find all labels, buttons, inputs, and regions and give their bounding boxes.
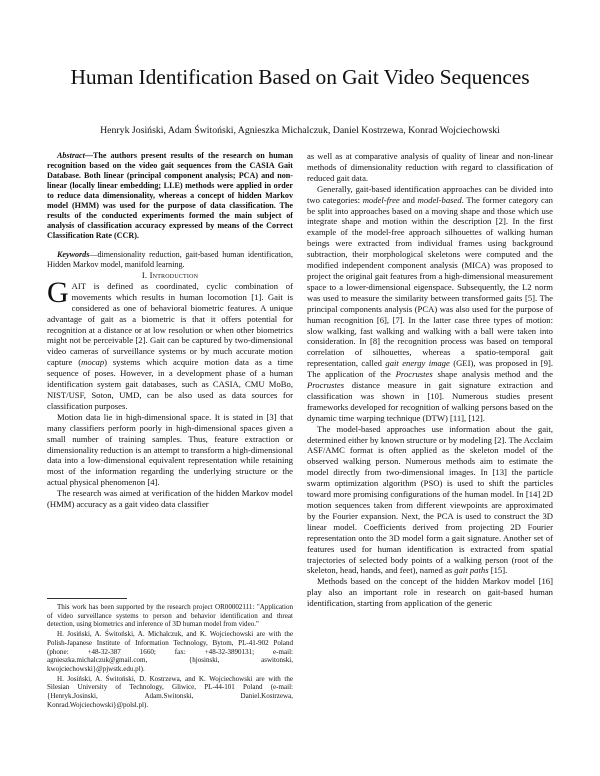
left-column xyxy=(47,151,293,510)
intro-text-b: ) systems which acquire motion data as a time sequence of poses. However, in a development phase of a human identification system gait databases, such as CASIA, CMU MoBo, NIST/USF, Soton, UMD, can be also used as data sources for classification purposes. xyxy=(47,357,293,411)
footnote-affiliation-1: H. Josiński, A. Świtoński, A. Michalczuk, and K. Wojciechowski are with the Polish-Japanese Institute of Information Technology, Bytom, PL-41-902 Poland (phone: +48-32-387 1660; fax: +48-32-3890131; e-mail: agnieszka.michalczuk@gmail.com, {hjosinski, aswitonski, kwojciechowski}@pjwstk.edu.pl). xyxy=(47,630,293,673)
intro-paragraph-2: Motion data lie in high-dimensional space. It is stated in [3] that many classifiers perform poorly in high-dimensional spaces given a small number of training samples. Thus, feature extraction or dimensionality reduction is an attempt to transform a high-dimensional data into a low-dimensional equivalent representation while retaining most of the information regarding the underlying structure or the actual physical phenomenon [4]. xyxy=(47,411,293,488)
right-paragraph-1 xyxy=(307,184,553,424)
rp1-text-c: (GEI), was proposed in [9]. The application of the xyxy=(307,358,553,380)
procrustes-term-2: Procrustes xyxy=(307,380,345,391)
rp1-text-d: shape analysis method and the xyxy=(432,369,553,380)
author-list: Henryk Josiński, Adam Świtoński, Agnieszka Michalczuk, Daniel Kostrzewa, Konrad Wojciechowski xyxy=(100,125,500,136)
abstract-block xyxy=(47,151,293,270)
right-paragraph-2 xyxy=(307,424,553,577)
model-free-term: model-free xyxy=(362,194,400,205)
section-number: I. xyxy=(141,270,148,280)
footnotes xyxy=(47,603,293,710)
section-title: Introduction xyxy=(149,270,199,280)
rp1-text-b: . The former category can be split into approaches based on a moving shape and those which use integrate shape and motion within the description [2]. In the first example of the model-free approach silhouettes of walking human beings were extracted from individual frames using background subtraction, their morphological skeletons were computed and the modified independent component analysis (MICA) was proposed to project the original gait features from a high-dimensional measurement space to a lower-dimensional eigenspace. Subsequently, the L2 norm was used to measure the similarity between transformed gaits [5]. The principal components analysis (PCA) was also used for the purpose of human recognition [6], [7]. In the latter case three types of motion: slow walking, fast walking and walking with a ball were taken into consideration. In [8] the recognition process was based on temporal correlation of silhouettes, whereas a spatio-temporal gait representation, called xyxy=(307,194,553,369)
keywords-label: Keywords xyxy=(57,250,90,259)
right-paragraph-0: as well as at comparative analysis of quality of linear and non-linear methods of dimensionality reduction with regard to classification of reduced gait data. xyxy=(307,151,553,183)
rp2-text-b: [15]. xyxy=(488,565,508,576)
gait-paths-term: gait paths xyxy=(454,565,489,576)
intro-paragraph-3: The research was aimed at verification of the hidden Markov model (HMM) accuracy as a gait video data classifier xyxy=(47,488,293,510)
paper-title: Human Identification Based on Gait Video Sequences xyxy=(70,65,530,89)
abstract-label: Abstract xyxy=(57,151,85,160)
model-based-term: model-based xyxy=(417,194,462,205)
footnote-rule xyxy=(47,598,127,599)
rp2-text-a: The model-based approaches use information about the gait, determined either by known structure or by modeling [2]. The Acclaim ASF/AMC format is often applied as the skeleton model of the observed walking person. Numerous methods aim to estimate the model directly from two-dimensional images. In [13] the particle swarm optimization algorithm (PSO) is used to shift the particles toward more promising configurations of the human model. In [14] 2D motion sequences taken from different viewpoints are approximated by the Fourier expansion. Next, the PCA is used to construct the 3D linear model. Coefficients derived from projecting 2D Fourier representation onto the 3D model form a gait signature. Another set of features used for human identification is extracted from spatial trajectories of selected body points of a walking person (root of the skeleton, head, hands, and feet), named as xyxy=(307,423,553,576)
rp1-and: and xyxy=(399,194,418,205)
procrustes-term-1: Procrustes xyxy=(395,369,433,380)
abstract-text: —The authors present results of the research on human recognition based on the video gait sequences from the CASIA Gait Database. Both linear (principal component analysis; PCA) and non-linear (locally linear embedding; LLE) methods were applied in order to reduce data dimensionality, whereas a concept of hidden Markov model (HMM) was used for the purpose of data classification. The results of the conducted experiments formed the main subject of analysis of classification accuracy expressed by means of the Correct Classification Rate (CCR). xyxy=(47,151,293,240)
drop-cap: G xyxy=(47,275,69,309)
right-column xyxy=(307,151,553,609)
keywords-block xyxy=(47,250,293,270)
right-paragraph-3: Methods based on the concept of the hidden Markov model [16] play also an important role in research on gait-based human identification, starting from application of the generic xyxy=(307,576,553,609)
rp1-text-a: Generally, gait-based identification approaches can be divided into two categories: xyxy=(307,183,553,205)
intro-text-a: AIT is defined as coordinated, cyclic combination of movements which results in human locomotion [1]. Gait is considered as one of behavioral biometric features. A unique advantage of gait as a biometric is that it offers potential for recognition at a distance or at low resolution or when other biometrics might not be perceivable [2]. Gait can be captured by two-dimensional video cameras of surveillance systems or by much accurate motion capture ( xyxy=(47,280,293,368)
footnote-funding: This work has been supported by the research project OR00002111: "Application of video surveillance systems to person and behavior identification and threat detection, using biometrics and inference of 3D human model from video." xyxy=(47,603,293,629)
keywords-text: —dimensionality reduction, gait-based human identification, Hidden Markov model, manifold learning. xyxy=(47,250,293,269)
rp1-text-e: distance measure in gait signature extraction and classification was shown in [10]. Numerous studies present frameworks developed for recognition of walking persons based on the dynamic time warping technique (DTW) [11], [12]. xyxy=(307,380,553,423)
gei-term: gait energy image xyxy=(385,358,450,369)
mocap-term: mocap xyxy=(81,357,105,368)
footnote-affiliation-2: H. Josiński, A. Świtoński, D. Kostrzewa, and K. Wojciechowski are with the Silesian University of Technology, Gliwice, PL-44-101 Poland (e-mail: {Henryk.Josinski, Adam.Switonski, Daniel.Kostrzewa, Konrad.Wojciechowski}@polsl.pl). xyxy=(47,674,293,709)
section-heading-introduction xyxy=(47,270,293,281)
